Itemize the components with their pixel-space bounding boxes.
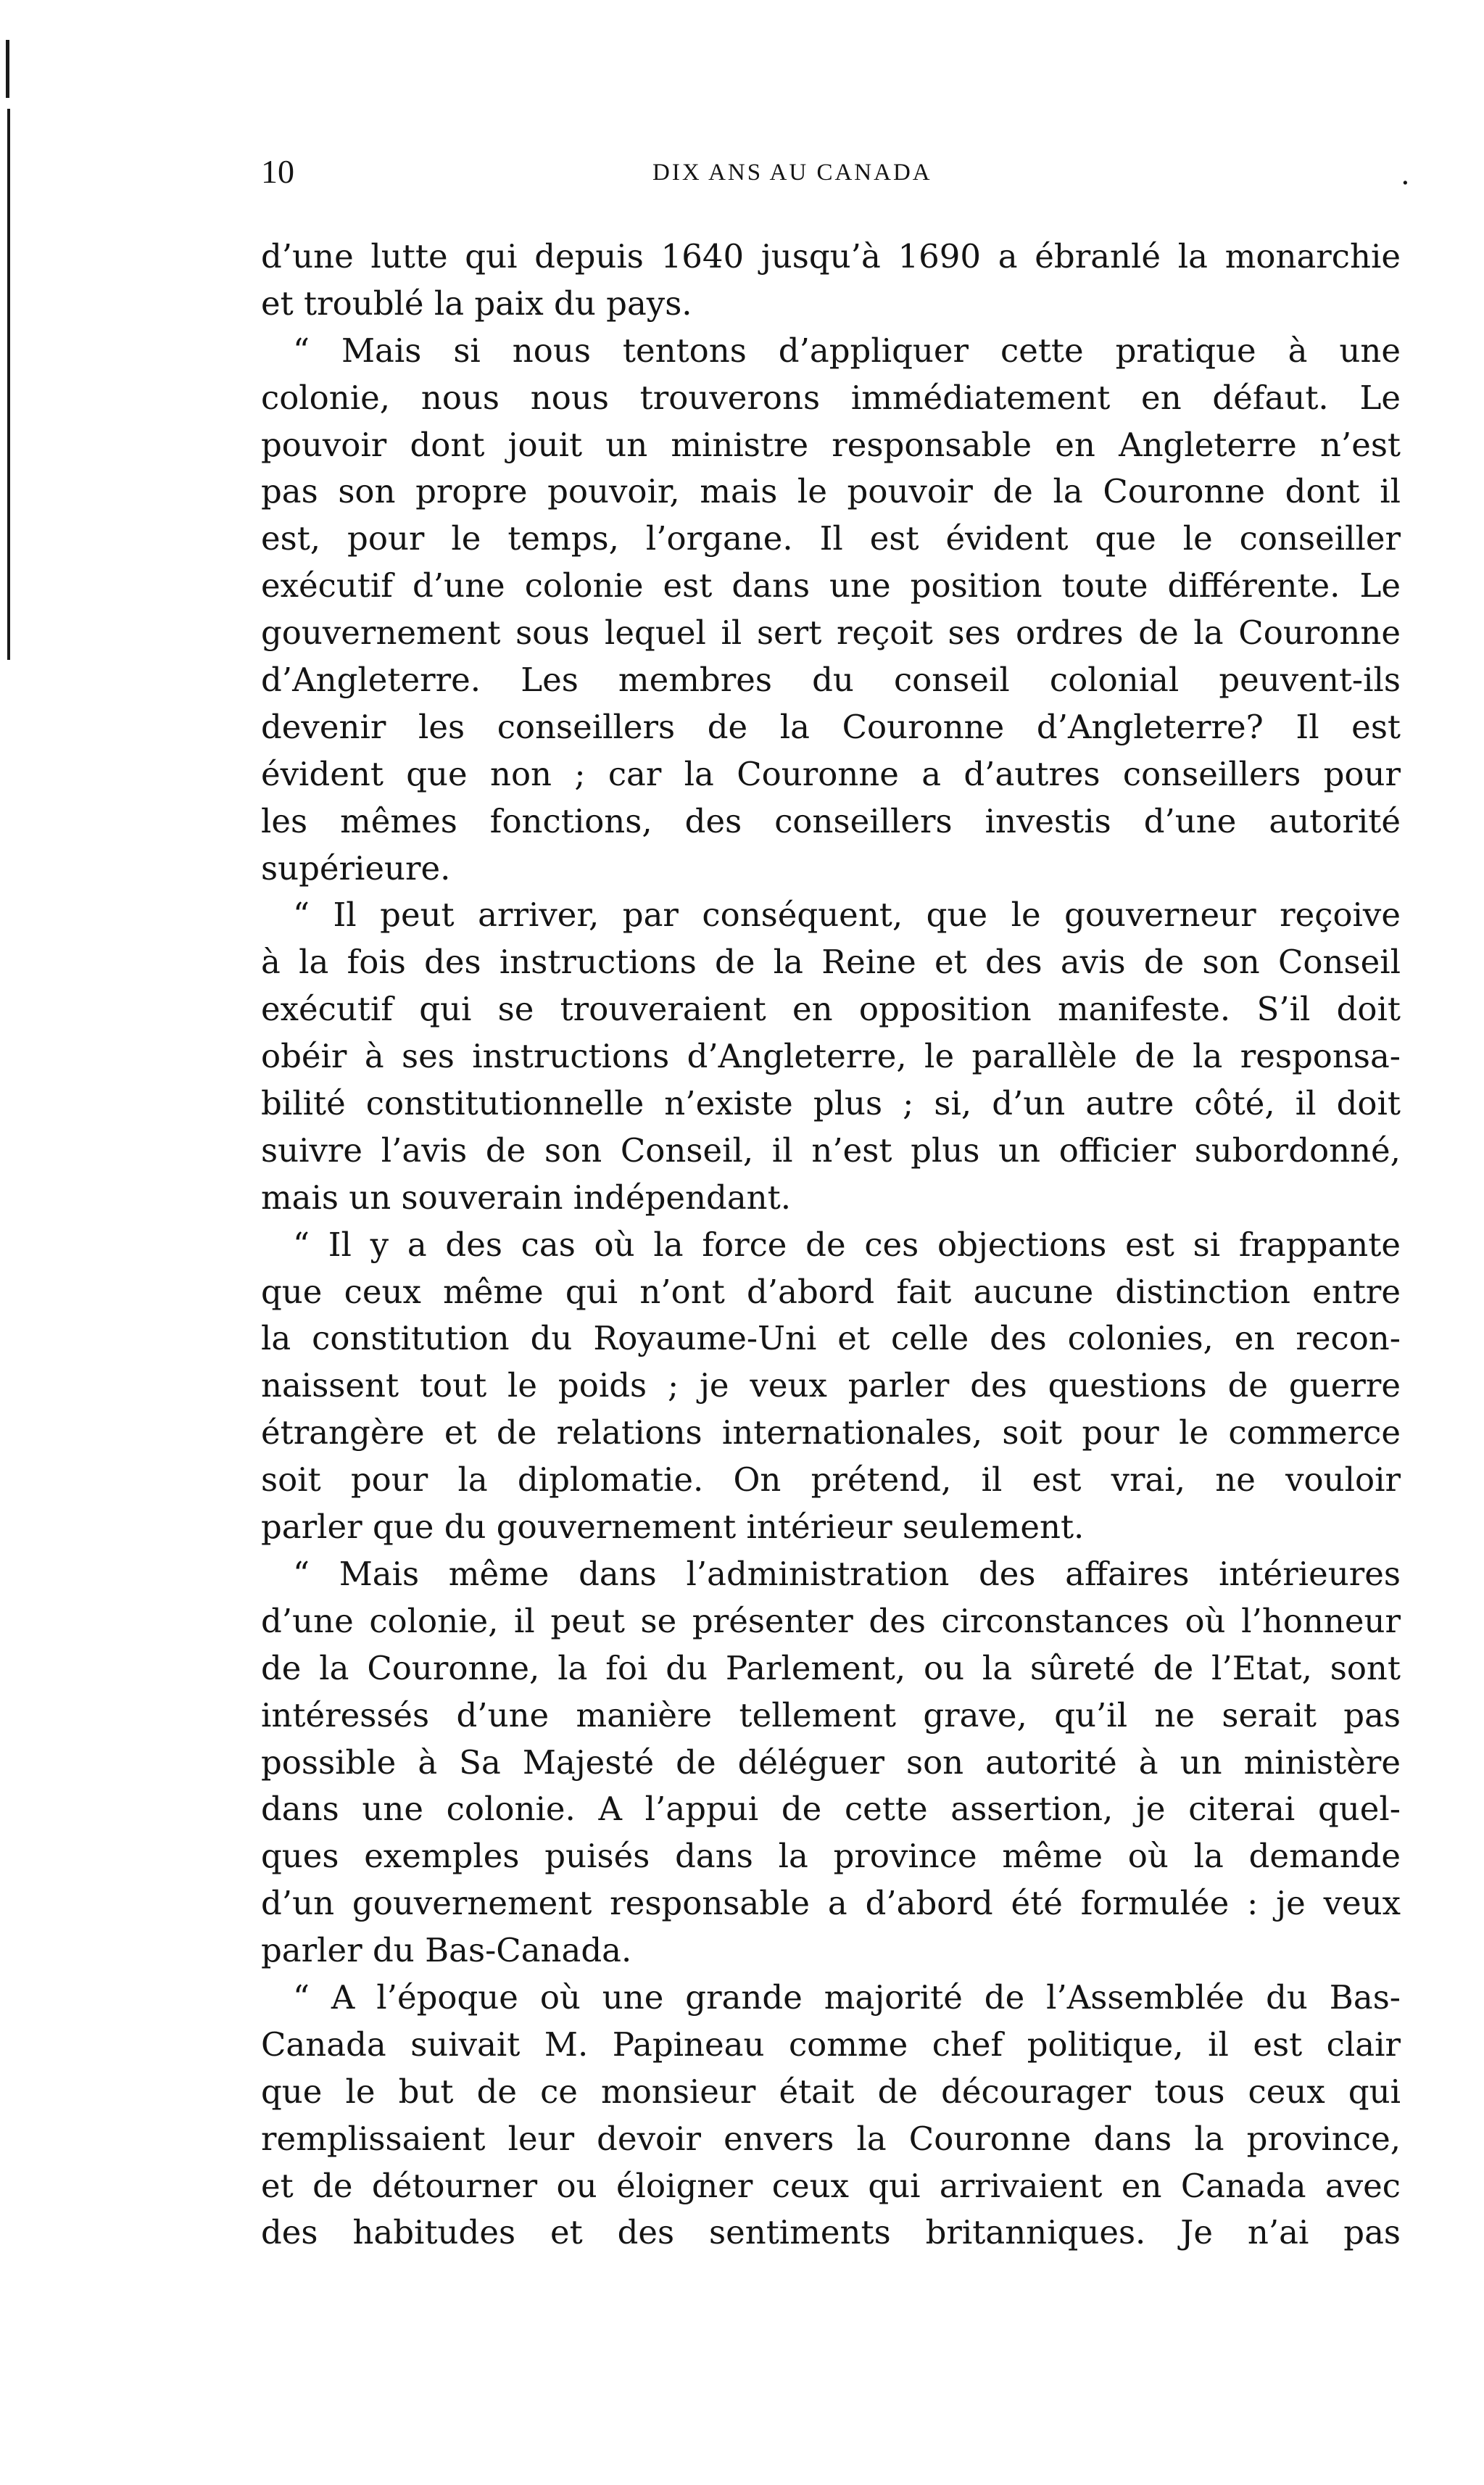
text-line: dans une colonie. A l’appui de cette assertion, je citerai quel- xyxy=(261,1790,1401,1829)
text-line: “ Mais même dans l’administration des affaires intérieures xyxy=(293,1554,1401,1593)
text-line: bilité constitutionnelle n’existe plus ; si, d’un autre côté, il doit xyxy=(261,1084,1401,1123)
text-line: mais un souverain indépendant. xyxy=(261,1178,792,1217)
text-line: à la fois des instructions de la Reine et des avis de son Conseil xyxy=(261,943,1401,982)
text-line: colonie, nous nous trouverons immédiatement en défaut. Le xyxy=(261,378,1401,417)
text-line: “ Mais si nous tentons d’appliquer cette pratique à une xyxy=(293,331,1401,370)
page-number: 10 xyxy=(261,153,294,190)
text-line: que ceux même qui n’ont d’abord fait aucune distinction entre xyxy=(261,1272,1401,1311)
text-line: exécutif qui se trouveraient en opposition manifeste. S’il doit xyxy=(261,990,1401,1029)
text-line: d’une colonie, il peut se présenter des circonstances où l’honneur xyxy=(261,1601,1401,1640)
text-line: ques exemples puisés dans la province même où la demande xyxy=(261,1837,1401,1876)
margin-scan-mark xyxy=(6,40,9,98)
text-line: et troublé la paix du pays. xyxy=(261,284,692,323)
text-line: d’une lutte qui depuis 1640 jusqu’à 1690 a ébranlé la monarchie xyxy=(261,237,1401,276)
text-line: intéressés d’une manière tellement grave, qu’il ne serait pas xyxy=(261,1695,1401,1734)
text-line: “ A l’époque où une grande majorité de l’Assemblée du Bas- xyxy=(293,1977,1401,2017)
text-line: obéir à ses instructions d’Angleterre, le parallèle de la responsa- xyxy=(261,1037,1401,1076)
running-title: DIX ANS AU CANADA xyxy=(652,160,932,186)
text-line: pas son propre pouvoir, mais le pouvoir de la Couronne dont il xyxy=(261,472,1401,511)
text-line: que le but de ce monsieur était de décourager tous ceux qui xyxy=(261,2072,1401,2111)
text-line: d’Angleterre. Les membres du conseil colonial peuvent-ils xyxy=(261,661,1401,700)
text-line: devenir les conseillers de la Couronne d’Angleterre? Il est xyxy=(261,707,1401,746)
text-line: suivre l’avis de son Conseil, il n’est plus un officier subordonné, xyxy=(261,1130,1401,1170)
text-line: remplissaient leur devoir envers la Couronne dans la province, xyxy=(261,2119,1401,2158)
page-header xyxy=(261,152,1410,203)
text-line: la constitution du Royaume-Uni et celle des colonies, en recon- xyxy=(261,1319,1401,1358)
text-line: des habitudes et des sentiments britanniques. Je n’ai pas xyxy=(261,2213,1401,2252)
text-line: et de détourner ou éloigner ceux qui arrivaient en Canada avec xyxy=(261,2166,1401,2205)
text-line: étrangère et de relations internationales, soit pour le commerce xyxy=(261,1413,1401,1452)
text-line: supérieure. xyxy=(261,848,451,888)
text-line: est, pour le temps, l’organe. Il est évident que le conseiller xyxy=(261,519,1401,558)
text-line: de la Couronne, la foi du Parlement, ou la sûreté de l’Etat, sont xyxy=(261,1648,1401,1687)
text-line: d’un gouvernement responsable a d’abord été formulée : je veux xyxy=(261,1884,1401,1923)
text-line: pouvoir dont jouit un ministre responsable en Angleterre n’est xyxy=(261,425,1401,464)
text-line: “ Il peut arriver, par conséquent, que le gouverneur reçoive xyxy=(293,896,1401,935)
text-line: Canada suivait M. Papineau comme chef politique, il est clair xyxy=(261,2025,1401,2064)
text-line: gouvernement sous lequel il sert reçoit ses ordres de la Couronne xyxy=(261,613,1401,653)
text-line: soit pour la diplomatie. On prétend, il est vrai, ne vouloir xyxy=(261,1460,1401,1500)
margin-scan-mark xyxy=(7,109,10,660)
text-line: “ Il y a des cas où la force de ces objections est si frappante xyxy=(293,1225,1401,1264)
text-line: possible à Sa Majesté de déléguer son autorité à un ministère xyxy=(261,1742,1401,1782)
header-mark: . xyxy=(1401,158,1410,191)
text-line: évident que non ; car la Couronne a d’autres conseillers pour xyxy=(261,754,1401,793)
text-line: naissent tout le poids ; je veux parler des questions de guerre xyxy=(261,1366,1401,1405)
body-text xyxy=(261,233,1401,2257)
text-line: les mêmes fonctions, des conseillers investis d’une autorité xyxy=(261,801,1401,840)
text-line: parler que du gouvernement intérieur seulement. xyxy=(261,1508,1085,1547)
text-line: exécutif d’une colonie est dans une position toute différente. Le xyxy=(261,566,1401,605)
text-line: parler du Bas-Canada. xyxy=(261,1931,632,1970)
